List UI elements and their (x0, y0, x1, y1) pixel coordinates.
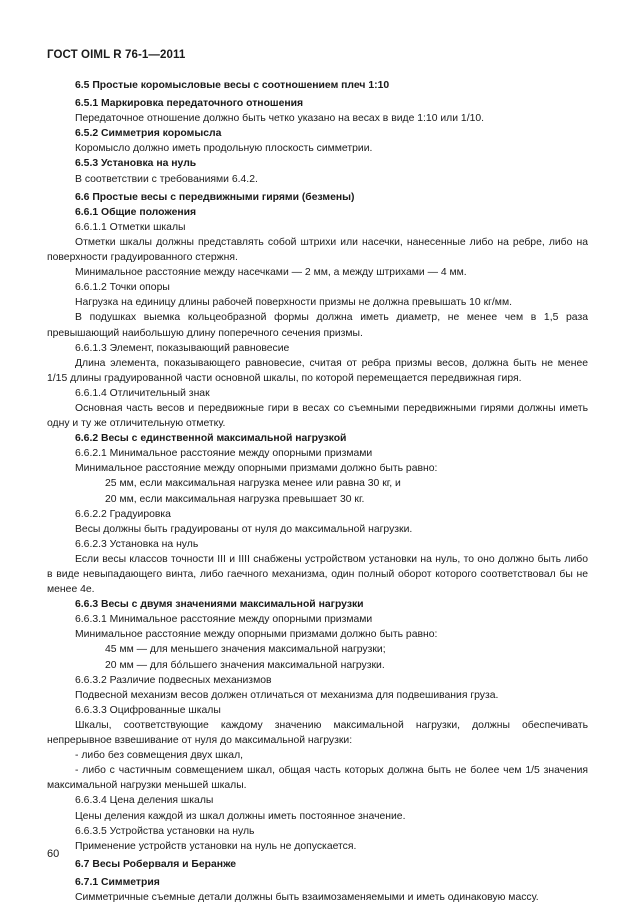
paragraph: Шкалы, соответствующие каждому значению максимальной нагрузки, должны обеспечивать непрерывное взвешивание от нуля до максимальной нагрузки: (47, 719, 588, 747)
paragraph: Применение устройств установки на нуль не допускается. (75, 840, 357, 852)
section-heading: 6.7.1 Симметрия (75, 876, 160, 888)
paragraph: 20 мм, если максимальная нагрузка превышает 30 кг. (105, 493, 365, 505)
paragraph: 6.6.3.4 Цена деления шкалы (75, 795, 214, 807)
section-heading: 6.6.3 Весы с двумя значениями максимальной нагрузки (75, 599, 364, 611)
paragraph: Отметки шкалы должны представлять собой штрихи или насечки, нанесенные либо на ребре, либо на поверхности градуированного стержня. (47, 236, 588, 264)
paragraph: 6.6.2.3 Установка на нуль (75, 538, 199, 550)
paragraph: Минимальное расстояние между опорными призмами должно быть равно: (75, 629, 438, 641)
paragraph: 6.6.2.2 Градуировка (75, 508, 171, 520)
paragraph: Передаточное отношение должно быть четко указано на весах в виде 1:10 или 1/10. (75, 113, 485, 125)
paragraph: Длина элемента, показывающего равновесие, считая от ребра призмы весов, должна быть не менее 1/15 длины градуированной части основной шкалы, по которой перемещается передвижная гиря. (47, 357, 588, 384)
paragraph: В подушках выемка кольцеобразной формы должна иметь диаметр, не менее чем в 1,5 раза превышающий наибольшую длину поперечного сечения призмы. (47, 312, 588, 339)
section-heading: 6.5.3 Установка на нуль (75, 158, 197, 170)
section-heading: 6.6 Простые весы с передвижными гирями (безмены) (75, 191, 355, 203)
paragraph: Минимальное расстояние между насечками — 2 мм, а между штрихами — 4 мм. (75, 267, 467, 279)
page-number: 60 (47, 848, 60, 860)
paragraph: Если весы классов точности III и IIII снабжены устройством установки на нуль, то оно должно быть либо в виде невыпадающего винта, либо гаечного механизма, один полный оборот которого соответствовал бы не менее 4е. (47, 553, 588, 596)
paragraph: 6.6.1.2 Точки опоры (75, 282, 170, 294)
paragraph: Минимальное расстояние между опорными призмами должно быть равно: (75, 463, 438, 475)
paragraph: 45 мм — для меньшего значения максимальной нагрузки; (105, 644, 386, 656)
paragraph: 6.6.3.1 Минимальное расстояние между опорными призмами (75, 614, 373, 626)
paragraph: 6.6.1.3 Элемент, показывающий равновесие (75, 342, 290, 354)
paragraph: Основная часть весов и передвижные гири в весах со съемными передвижными гирями должны иметь одну и ту же отличительную отметку. (47, 402, 588, 430)
paragraph: 6.6.2.1 Минимальное расстояние между опорными призмами (75, 448, 373, 460)
section-heading: 6.5 Простые коромысловые весы с соотношением плеч 1:10 (75, 80, 390, 91)
paragraph: Цены деления каждой из шкал должны иметь постоянное значение. (75, 810, 406, 822)
section-heading: 6.7 Весы Роберваля и Беранже (75, 858, 237, 870)
paragraph: - либо без совмещения двух шкал, (75, 750, 244, 762)
paragraph: 6.6.3.2 Различие подвесных механизмов (75, 674, 272, 686)
section-heading: 6.6.1 Общие положения (75, 206, 197, 218)
document-header: ГОСТ OIML R 76-1—2011 (47, 49, 186, 61)
paragraph: 6.6.1.4 Отличительный знак (75, 387, 210, 399)
section-heading: 6.5.2 Симметрия коромысла (75, 128, 222, 140)
paragraph: В соответствии с требованиями 6.4.2. (75, 173, 258, 185)
document-body (47, 78, 588, 905)
paragraph: Нагрузка на единицу длины рабочей поверхности призмы не должна превышать 10 кг/мм. (75, 297, 512, 309)
paragraph: 20 мм — для бо́льшего значения максимальной нагрузки. (105, 659, 385, 671)
paragraph: - либо с частичным совмещением шкал, общая часть которых должна быть не более чем 1/5 значения максимальной нагрузки меньшей шкалы. (47, 765, 588, 792)
paragraph: 6.6.3.3 Оцифрованные шкалы (75, 704, 221, 716)
section-heading: 6.6.2 Весы с единственной максимальной нагрузкой (75, 433, 347, 445)
paragraph: Симметричные съемные детали должны быть взаимозаменяемыми и иметь одинаковую массу. (75, 891, 539, 903)
paragraph: 6.6.1.1 Отметки шкалы (75, 221, 186, 233)
paragraph: 25 мм, если максимальная нагрузка менее или равна 30 кг, и (105, 478, 401, 490)
paragraph: Весы должны быть градуированы от нуля до максимальной нагрузки. (75, 523, 413, 535)
paragraph: Коромысло должно иметь продольную плоскость симметрии. (75, 143, 373, 155)
paragraph: 6.6.3.5 Устройства установки на нуль (75, 825, 255, 837)
paragraph: Подвесной механизм весов должен отличаться от механизма для подвешивания груза. (75, 689, 499, 701)
section-heading: 6.5.1 Маркировка передаточного отношения (75, 98, 304, 110)
